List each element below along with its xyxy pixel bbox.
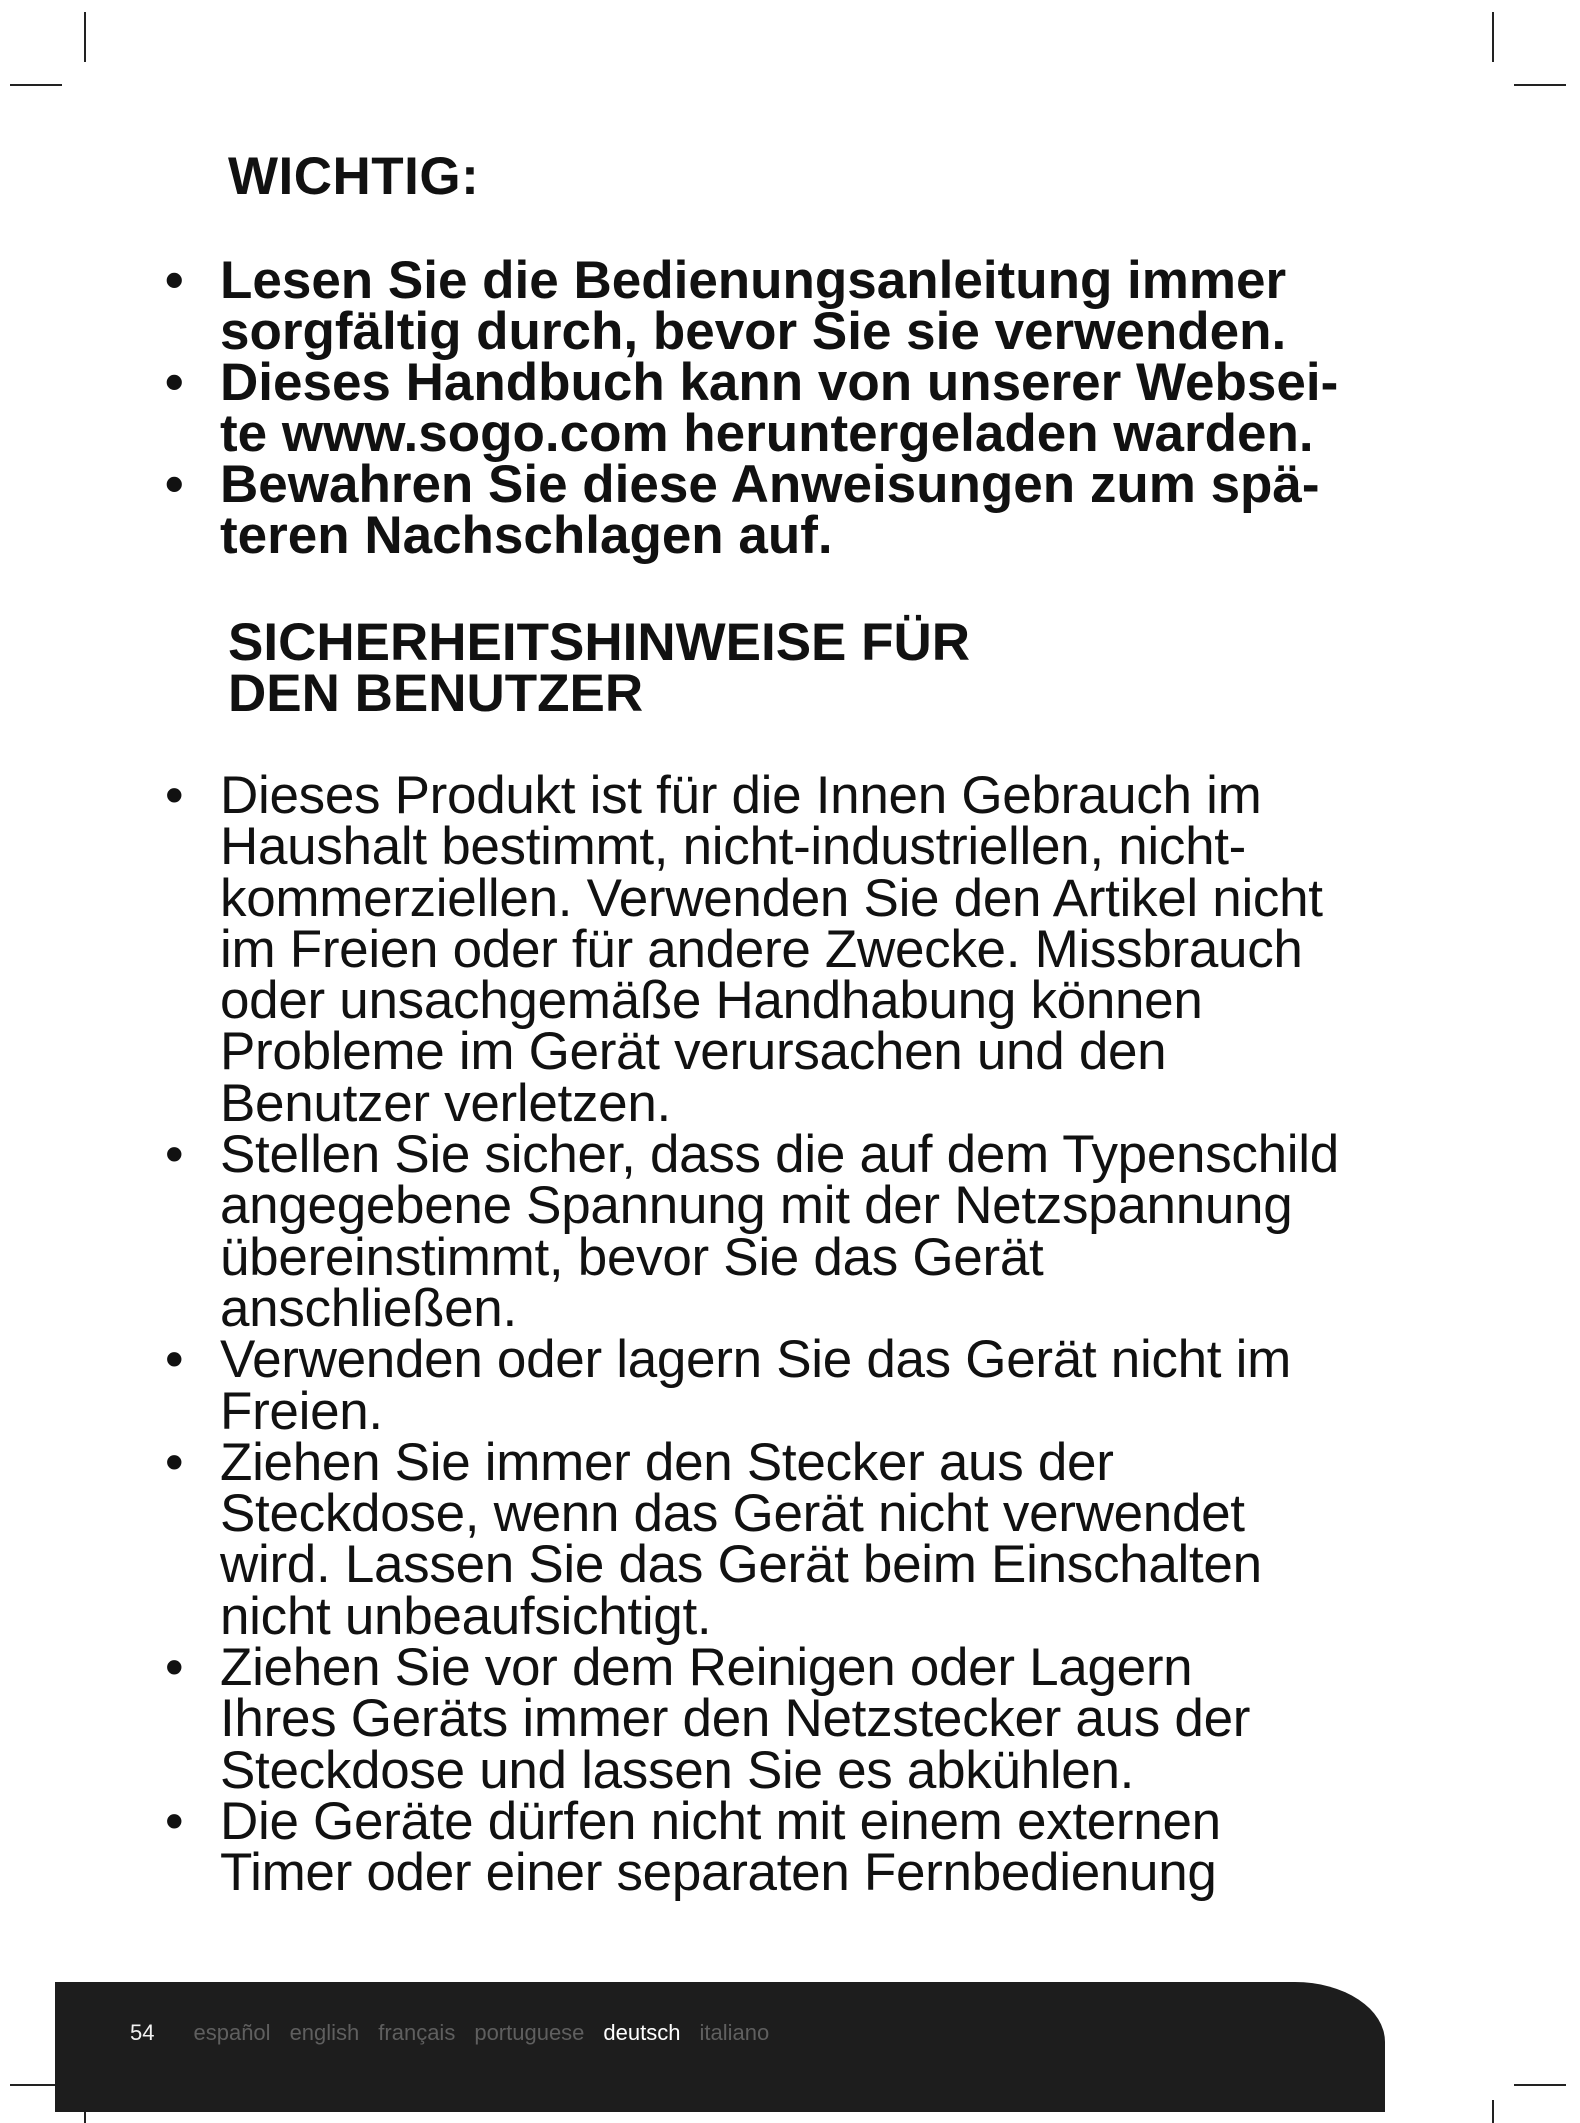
- list-item-text: Verwenden oder lagern Sie das Gerät nicht im Freien.: [220, 1330, 1291, 1441]
- heading-important: WICHTIG:: [228, 147, 480, 206]
- list-item-text: Dieses Produkt ist für die Innen Gebrauch im Haushalt bestimmt, nicht-industriellen, nicht- kommerziellen. Verwenden Sie den Artikel nicht im Freien oder für andere Zwecke. Missbrauch oder unsachgemäße Handhabung können Probleme im Gerät verursachen und den Benutzer verletzen.: [220, 766, 1323, 1133]
- list-item-text: Ziehen Sie immer den Stecker aus der Steckdose, wenn das Gerät nicht verwendet wird. Lassen Sie das Gerät beim Einschalten nicht unbeaufsichtigt.: [220, 1432, 1262, 1646]
- list-item-text: Die Geräte dürfen nicht mit einem externen Timer oder einer separaten Fernbedienung: [220, 1791, 1221, 1903]
- list-item: [165, 1432, 1495, 1646]
- bullet: •: [165, 1432, 184, 1492]
- bullet: •: [165, 251, 184, 310]
- language-label: italiano: [699, 2020, 770, 2045]
- list-item: [165, 1125, 1495, 1338]
- bullet: •: [165, 766, 184, 825]
- bullet: •: [165, 455, 184, 514]
- crop-mark: [10, 84, 62, 86]
- crop-mark: [1514, 84, 1566, 86]
- safety-list: [165, 766, 1495, 1903]
- bullet: •: [165, 1125, 184, 1185]
- language-label: portuguese: [474, 2020, 585, 2045]
- list-item-text: Stellen Sie sicher, dass die auf dem Typenschild angegebene Spannung mit der Netzspannung übereinstimmt, bevor Sie das Gerät anschließen.: [220, 1125, 1339, 1338]
- bullet: •: [165, 1638, 184, 1698]
- list-item: [165, 251, 1465, 361]
- list-item: [165, 455, 1465, 565]
- list-item-text: Bewahren Sie diese Anweisungen zum spä- teren Nachschlagen auf.: [220, 455, 1320, 565]
- list-item-text: Lesen Sie die Bedienungsanleitung immer sorgfältig durch, bevor Sie sie verwenden.: [220, 251, 1287, 361]
- crop-mark: [1492, 2100, 1494, 2123]
- page-number: 54: [130, 2020, 155, 2045]
- list-item: [165, 1638, 1495, 1800]
- list-item: [165, 353, 1465, 463]
- heading-safety: SICHERHEITSHINWEISE FÜR DEN BENUTZER: [228, 613, 971, 723]
- crop-mark: [1514, 2084, 1566, 2086]
- bullet: •: [165, 1791, 184, 1851]
- language-label: français: [378, 2020, 456, 2045]
- language-label: español: [193, 2020, 271, 2045]
- list-item-text: Ziehen Sie vor dem Reinigen oder Lagern Ihres Geräts immer den Netzstecker aus der Steckdose und lassen Sie es abkühlen.: [220, 1638, 1251, 1800]
- bullet: •: [165, 1330, 184, 1390]
- list-item: [165, 1791, 1495, 1903]
- language-label: english: [289, 2020, 360, 2045]
- crop-mark: [1492, 12, 1494, 62]
- language-label-active: deutsch: [603, 2020, 681, 2045]
- crop-mark: [84, 12, 86, 62]
- footer-bar: [55, 1982, 1385, 2112]
- bullet: •: [165, 353, 184, 412]
- list-item: [165, 766, 1495, 1133]
- list-item: [165, 1330, 1495, 1441]
- important-list: [165, 251, 1465, 565]
- footer-row: [130, 2020, 769, 2046]
- list-item-text: Dieses Handbuch kann von unserer Websei- te www.sogo.com heruntergeladen warden.: [220, 353, 1339, 463]
